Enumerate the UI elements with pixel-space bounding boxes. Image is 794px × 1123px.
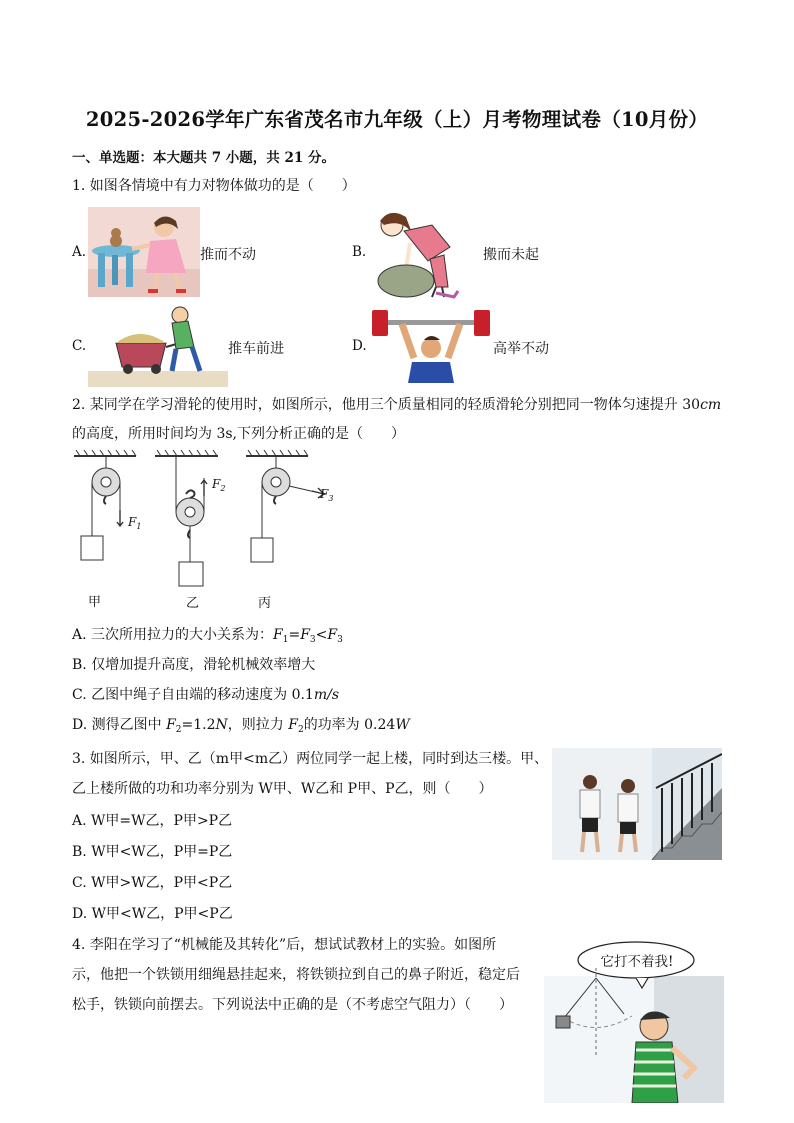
q1-image-weightlifter xyxy=(368,308,493,383)
label-bing: 丙 xyxy=(258,596,272,610)
q3-image-students-on-stairs xyxy=(552,748,722,860)
q2-pulley-diagram xyxy=(70,450,340,610)
page-title: 2025-2026学年广东省茂名市九年级（上）月考物理试卷（10月份） xyxy=(85,108,709,131)
q2-option-d: D. 测得乙图中 $F_2=1.2N$，则拉力 $F_2$的功率为 0.24W xyxy=(72,717,410,735)
q3-stem-line1: 3. 如图所示，甲、乙（m甲<m乙）两位同学一起上楼，同时到达三楼。甲、 xyxy=(72,751,549,767)
q1-option-d-letter: D. xyxy=(352,338,367,354)
q4-speech-bubble-text: 它打不着我! xyxy=(600,954,674,970)
q1-image-girl-pushing-stool xyxy=(88,207,200,297)
q2-option-b: B. 仅增加提升高度，滑轮机械效率增大 xyxy=(72,657,316,673)
q1-option-c-letter: C. xyxy=(72,338,87,354)
label-yi: 乙 xyxy=(186,596,200,610)
q1-option-d-caption: 高举不动 xyxy=(493,341,549,357)
q1-stem: 1. 如图各情境中有力对物体做功的是（ ） xyxy=(72,178,356,194)
f3-label: $F_3$ xyxy=(320,487,334,503)
f2-label: $F_2$ xyxy=(212,477,226,493)
q1-image-boy-pushing-cart xyxy=(88,303,228,387)
q3-option-a: A. W甲=W乙，P甲>P乙 xyxy=(72,813,233,829)
q4-stem-line2: 示，他把一个铁锁用细绳悬挂起来，将铁锁拉到自己的鼻子附近，稳定后 xyxy=(72,967,520,983)
q4-stem-line3: 松手，铁锁向前摆去。下列说法中正确的是（不考虑空气阻力）（ ） xyxy=(72,997,513,1013)
q3-option-b: B. W甲<W乙，P甲=P乙 xyxy=(72,844,233,860)
f1-label: $F_1$ xyxy=(128,515,142,531)
q1-option-c-caption: 推车前进 xyxy=(228,341,284,357)
q1-image-woman-lifting-sack xyxy=(366,203,481,300)
label-jia: 甲 xyxy=(88,595,102,610)
q2-option-c: C. 乙图中绳子自由端的移动速度为 0.1m/s xyxy=(72,687,340,703)
q2-stem-line2: 的高度，所用时间均为 3s,下列分析正确的是（ ） xyxy=(72,426,405,442)
q2-stem-line1: 2. 某同学在学习滑轮的使用时，如图所示，他用三个质量相同的轻质滑轮分别把同一物体匀速提升 30cm xyxy=(72,397,722,413)
q1-option-a-letter: A. xyxy=(72,244,87,260)
q1-option-b-letter: B. xyxy=(352,244,367,260)
section-heading: 一、单选题：本大题共 7 小题，共 21 分。 xyxy=(72,150,335,166)
q3-option-d: D. W甲<W乙，P甲<P乙 xyxy=(72,906,233,922)
q1-option-b-caption: 搬而未起 xyxy=(483,247,539,263)
q4-stem-line1: 4. 李阳在学习了“机械能及其转化”后，想试试教材上的实验。如图所 xyxy=(72,937,497,953)
q3-option-c: C. W甲>W乙，P甲<P乙 xyxy=(72,875,233,891)
q3-stem-line2: 乙上楼所做的功和功率分别为 W甲、W乙和 P甲、P乙，则（ ） xyxy=(72,781,493,797)
q1-option-a-caption: 推而不动 xyxy=(200,247,256,263)
q2-option-a: A. 三次所用拉力的大小关系为：$F_1=F_3<F_3$ xyxy=(72,627,343,645)
